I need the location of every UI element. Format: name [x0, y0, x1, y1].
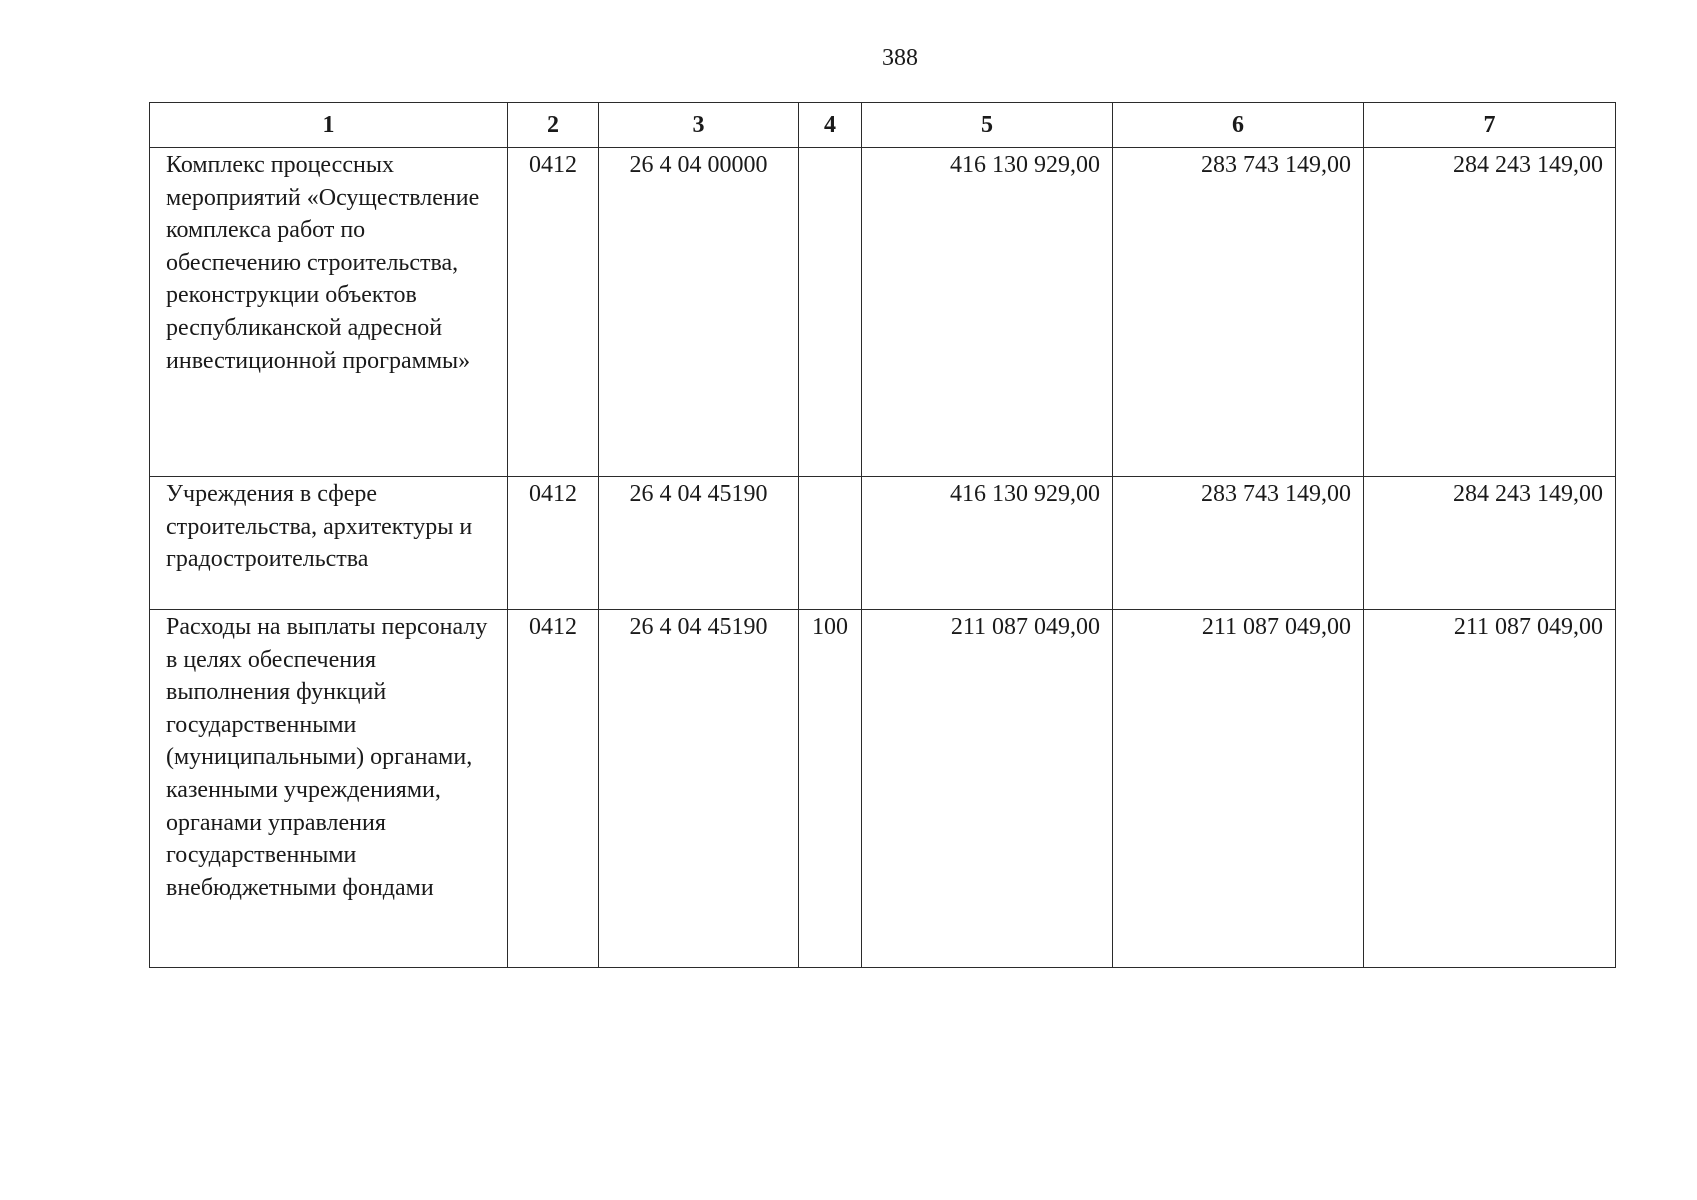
row-amount-6: 283 743 149,00: [1113, 477, 1364, 610]
row-name: Комплекс процессных мероприятий «Осуществление комплекса работ по обеспечению строительства, реконструкции объектов республиканской адресной инвестиционной программы»: [150, 148, 508, 477]
row-expense-type: [799, 148, 862, 477]
row-name: Расходы на выплаты персоналу в целях обеспечения выполнения функций государственными (муниципальными) органами, казенными учреждениями, органами управления государственными внебюджетными фондами: [150, 610, 508, 968]
header-col-7: 7: [1364, 103, 1616, 148]
budget-table: [149, 102, 1616, 968]
row-target-code: 26 4 04 45190: [599, 477, 799, 610]
row-amount-7: 284 243 149,00: [1364, 148, 1616, 477]
row-amount-6: 283 743 149,00: [1113, 148, 1364, 477]
row-amount-6: 211 087 049,00: [1113, 610, 1364, 968]
row-expense-type: [799, 477, 862, 610]
table-row: [150, 477, 1616, 610]
table-row: [150, 610, 1616, 968]
table-row: [150, 148, 1616, 477]
header-col-3: 3: [599, 103, 799, 148]
row-expense-type: 100: [799, 610, 862, 968]
row-amount-5: 211 087 049,00: [862, 610, 1113, 968]
header-col-6: 6: [1113, 103, 1364, 148]
row-amount-7: 284 243 149,00: [1364, 477, 1616, 610]
header-col-5: 5: [862, 103, 1113, 148]
header-col-2: 2: [508, 103, 599, 148]
header-col-1: 1: [150, 103, 508, 148]
header-row: [150, 103, 1616, 148]
page-number: 388: [882, 45, 918, 71]
row-section-code: 0412: [508, 148, 599, 477]
row-amount-5: 416 130 929,00: [862, 148, 1113, 477]
header-col-4: 4: [799, 103, 862, 148]
row-target-code: 26 4 04 00000: [599, 148, 799, 477]
row-target-code: 26 4 04 45190: [599, 610, 799, 968]
row-name: Учреждения в сфере строительства, архитектуры и градостроительства: [150, 477, 508, 610]
row-section-code: 0412: [508, 477, 599, 610]
row-amount-7: 211 087 049,00: [1364, 610, 1616, 968]
row-amount-5: 416 130 929,00: [862, 477, 1113, 610]
row-section-code: 0412: [508, 610, 599, 968]
